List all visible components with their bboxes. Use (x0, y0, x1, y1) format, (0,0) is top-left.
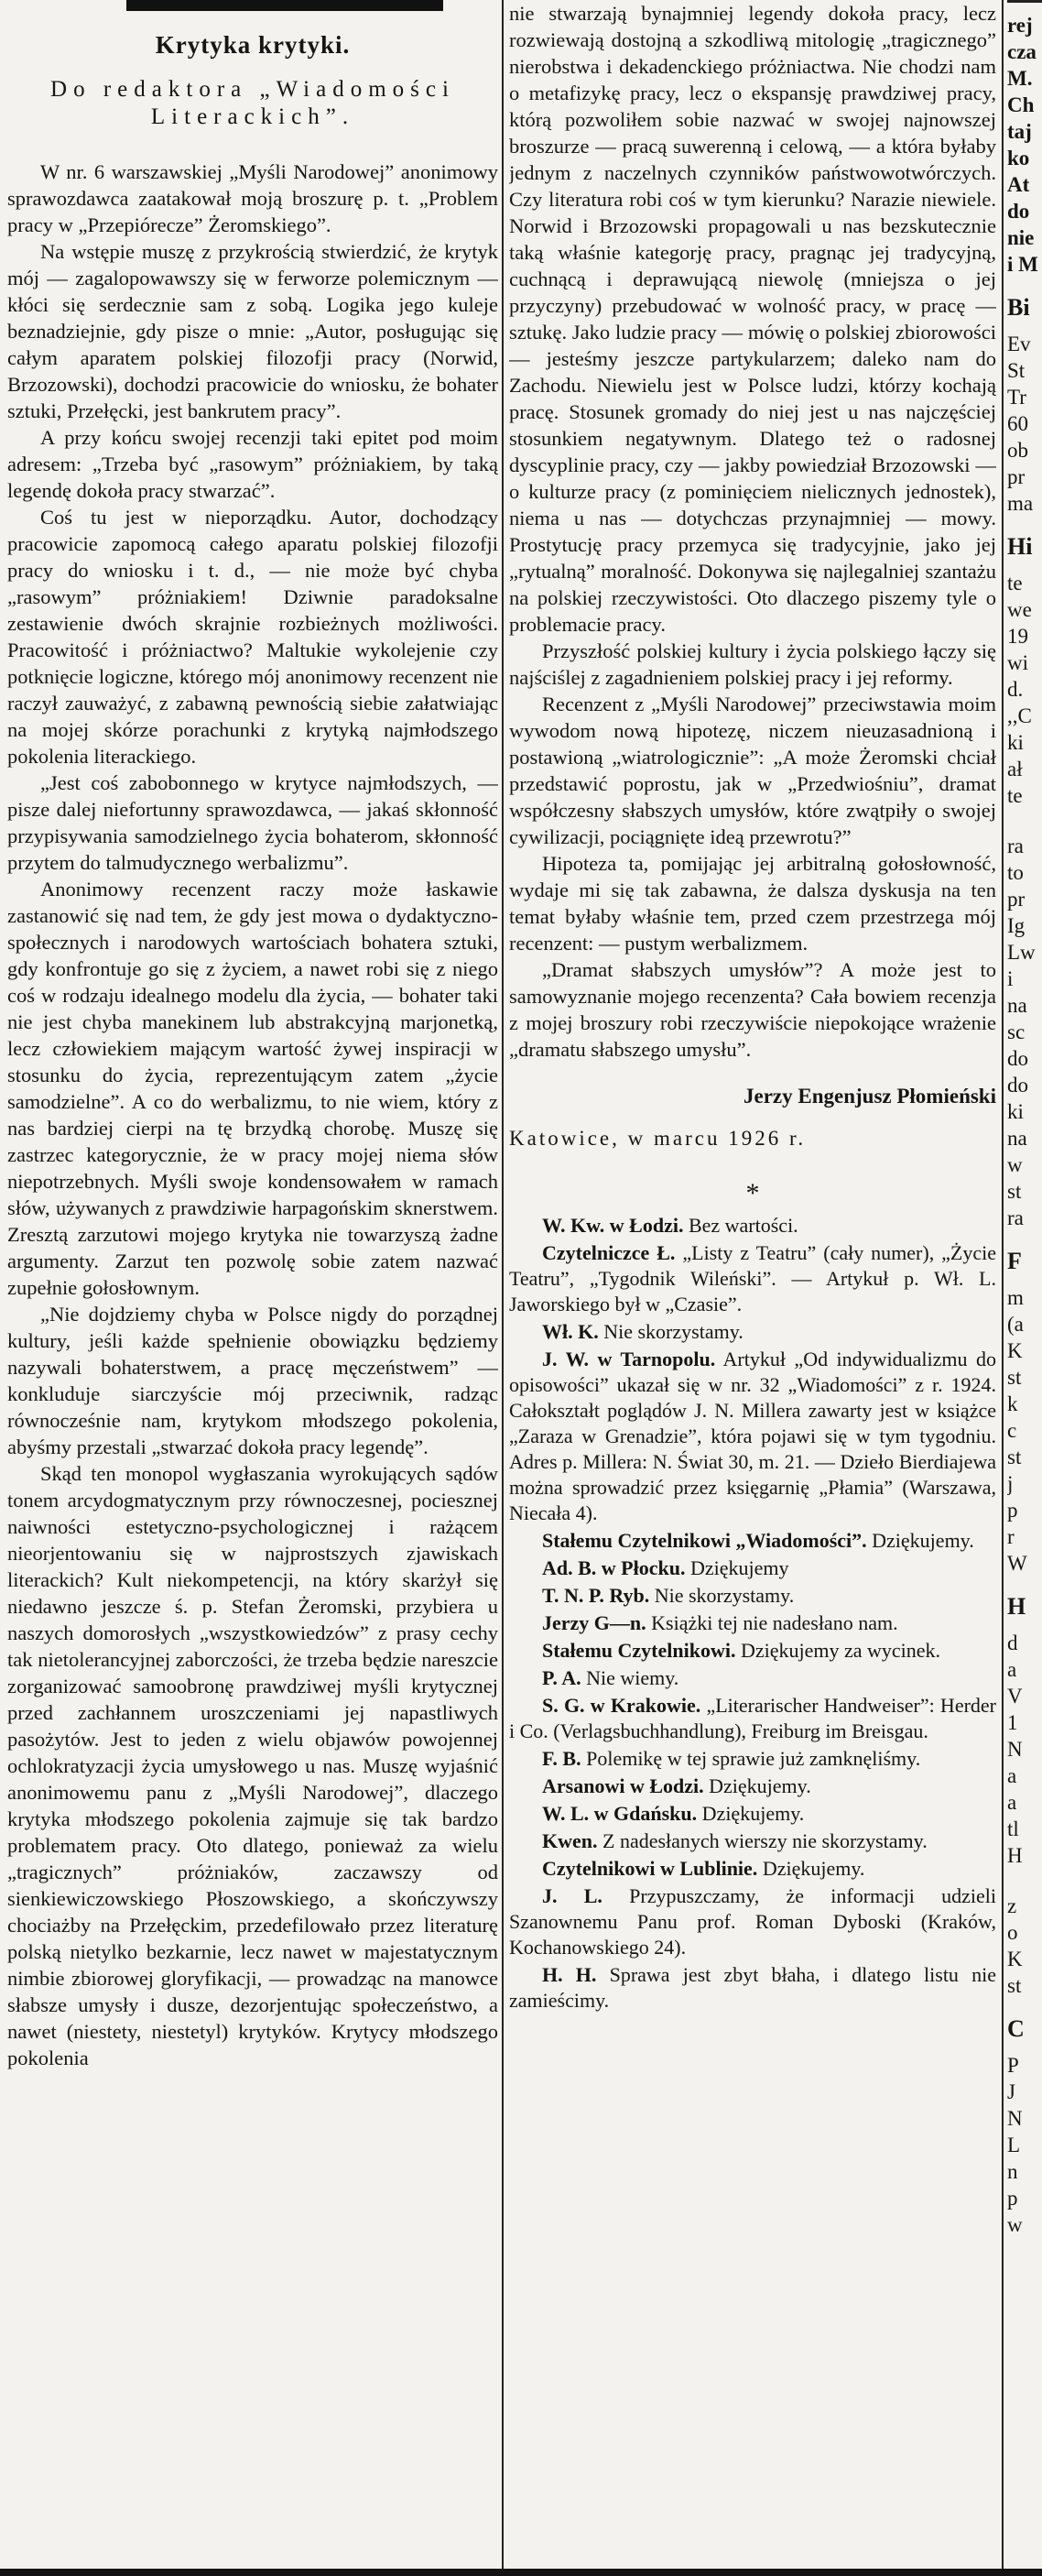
correspondence-addressee: S. G. w Krakowie. (542, 1694, 701, 1717)
correspondence-text: Nie skorzystamy. (598, 1320, 744, 1343)
cropped-line: d. (1007, 678, 1024, 701)
cropped-line: ra (1007, 835, 1024, 857)
correspondence-addressee: Jerzy G—n. (542, 1611, 646, 1634)
column-rule (502, 0, 504, 2576)
correspondence-addressee: J. W. w Tarnopolu. (542, 1348, 716, 1370)
cropped-line: o (1007, 1921, 1018, 1944)
paragraph: Przyszłość polskiej kultury i życia polskiego łączy się najściślej z zagadnieniem polskiej pracy i jej reformy. (509, 639, 996, 689)
correspondence-addressee: Kwen. (542, 1829, 598, 1852)
cropped-line: a (1007, 1791, 1017, 1814)
article-column-left (7, 0, 498, 2576)
correspondence-text: Dziękujemy. (757, 1857, 865, 1880)
correspondence-note (509, 1583, 996, 1609)
paragraph: „Jest coś zabobonnego w krytyce najmłodszych, — pisze dalej niefortunny sprawozdawca, — jakaś skłonność przypisywania samodzielnego życia bohaterom, skłonność przytem do talmudycznego werbalizmu”. (7, 771, 498, 874)
cropped-line: do (1007, 1074, 1028, 1097)
cropped-line: p (1007, 1499, 1018, 1522)
cropped-line: ma (1007, 492, 1034, 515)
correspondence-note (509, 1962, 996, 2014)
correspondence-text: „Literarischer Handweiser”: Herder i Co. (Verlagsbuchhandlung), Freiburg im Breisgau. (509, 1694, 996, 1742)
paragraph: „Dramat słabszych umysłów”? A może jest to samowyznanie mojego recenzenta? Cała bowiem recenzja z mojej broszury robi rzeczywiście niepokojące wrażenie „dramatu słabszego umysłu”. (509, 958, 996, 1061)
cropped-line: na (1007, 1127, 1027, 1150)
column-rule (1002, 0, 1004, 2576)
correspondence-addressee: J. L. (542, 1884, 602, 1907)
cropped-line: st (1007, 1180, 1022, 1203)
cropped-line: st (1007, 1446, 1022, 1468)
correspondence-text: Dziękujemy. (866, 1529, 974, 1552)
cropped-line: w (1007, 2213, 1023, 2236)
cropped-line: na (1007, 994, 1027, 1017)
cropped-line: a (1007, 1764, 1017, 1787)
cropped-heading: C (1007, 2015, 1025, 2042)
cropped-line: taj (1007, 120, 1032, 143)
cropped-line: c (1007, 1419, 1017, 1442)
cropped-line: do (1007, 1047, 1028, 1070)
correspondence-note (509, 1693, 996, 1744)
cropped-line: ra (1007, 1206, 1024, 1229)
cropped-line: tl (1007, 1817, 1019, 1840)
cropped-line: nie (1007, 226, 1035, 249)
correspondence-text: Polemikę w tej sprawie już zamknęliśmy. (581, 1747, 921, 1770)
top-rule (1007, 0, 1042, 3)
place-date: Katowice, w marcu 1926 r. (509, 1127, 807, 1150)
cropped-line: K (1007, 1339, 1023, 1362)
cropped-heading: Bi (1007, 294, 1030, 321)
cropped-line: P (1007, 2054, 1019, 2077)
cropped-line: V (1007, 1685, 1023, 1708)
cropped-line: ko (1007, 147, 1030, 169)
cropped-line: K (1007, 1948, 1023, 1970)
spacer (1007, 1869, 1042, 1893)
cropped-right-column (1007, 0, 1042, 2576)
cropped-line: st (1007, 1974, 1022, 1997)
correspondence-text: Sprawa jest zbyt błaha, i dlatego listu nie zamieścimy. (509, 1963, 996, 2012)
cropped-line: do (1007, 200, 1030, 223)
correspondence-addressee: H. H. (542, 1963, 597, 1986)
cropped-line: p (1007, 2187, 1018, 2210)
correspondence-note (509, 1774, 996, 1799)
paragraph: Anonimowy recenzent raczy może łaskawie zastanowić się nad tem, że gdy jest mowa o dydaktyczno-społecznych i narodowych wartościach bohatera sztuki, gdy konfrontuje go się z życiem, a nawet robi się z niego coś w rodzaju idealnego modelu dla życia, — bohater taki nie jest chyba manekinem lub abstrakcyjną marjonetką, lecz człowiekiem mającym wartość żywej inspiracji w stosunku do życia, reprezentującym zatem „życie samodzielne”. A co do werbalizmu, to nie wiem, który z nas bardziej cierpi na tę brzydką chorobę. Muszę się zastrzec kategorycznie, że w pracy mojej niema słów niepotrzebnych. Myśli swoje kondensowałem w ramach słów, używanych z prawdziwie harpagońskim sknerstwem. Zresztą zarzutowi mojego krytyka nie towarzyszą żadne argumenty. Zarzut ten pozwolę sobie zatem nazwać zupełnie gołosłownym. (7, 878, 498, 1299)
cropped-line: ki (1007, 731, 1024, 754)
cropped-line: Lw (1007, 941, 1036, 964)
correspondence-text: Nie wiemy. (581, 1666, 679, 1689)
cropped-line: L (1007, 2134, 1021, 2156)
cropped-line: d (1007, 1632, 1018, 1654)
article-column-middle (509, 0, 996, 2576)
correspondence-addressee: W. L. w Gdańsku. (542, 1802, 698, 1825)
correspondence-addressee: T. N. P. Ryb. (542, 1584, 650, 1607)
masthead-fragment (126, 0, 443, 11)
correspondence-note (509, 1240, 996, 1317)
correspondence-addressee: F. B. (542, 1747, 581, 1770)
cropped-line: (a (1007, 1313, 1024, 1336)
cropped-line: Ig (1007, 914, 1026, 937)
cropped-line: Tr (1007, 386, 1026, 409)
correspondence-text: Nie skorzystamy. (649, 1584, 795, 1607)
paragraph: Recenzent z „Myśli Narodowej” przeciwstawia moim wywodom nową hipotezę, niczem nieuzasadnioną i postawioną „wiatrologicznie”: „A może Żeromski chciał przedstawić poprostu, jak w „Przedwiośniu”, dramat współczesny słabszych umysłów, które zwątpiły o swojej cywilizacji, pociągnięte ideą przewrotu?” (509, 693, 996, 848)
cropped-line: At (1007, 173, 1030, 196)
section-separator: * (745, 1178, 760, 1208)
correspondence-note (509, 1801, 996, 1827)
cropped-line: ki (1007, 1100, 1024, 1123)
cropped-line: W (1007, 1552, 1027, 1575)
cropped-line: w (1007, 1153, 1023, 1176)
paragraph: Skąd ten monopol wygłaszania wyrokujących sądów tonem arcydogmatycznym przy równoczesnej, pociesznej naiwności estetyczno-psychologicznej i rażącem nieorjentowaniu się w najprostszych zjawiskach literackich? Kult niekompetencji, na który skarżył się niedawno jeszcze ś. p. Stefan Żeromski, przybiera u naszych domorosłych „wszystkowiedzów” z prasy cechy tak nietolerancyjnej zaborczości, że trzeba będzie nareszcie zorganizować samoobronę prawdziwej myśli krytycznej przed zachłannem uroszczeniami jej napastliwych pasożytów. Jest to jeden z wielu objawów powojennej ochlokratyzacji życia umysłowego u nas. Muszę wyjaśnić anonimowemu panu z „Myśli Narodowej”, dlaczego krytyka młodszego pokolenia zajmuje się tak bardzo problematem pracy. Oto dlatego, ponieważ za wielu „tragicznych” próżniaków, zaczawszy od sienkiewiczowskiego Płoszowskiego, a skończywszy chociażby na Przełęckim, przedefilowało przez literaturę polską nietylko bezkarnie, lecz nawet w majestatycznym nimbie zbiorowej gloryfikacji, — prowadząc na manowce słabsze umysły i dusze, dezorjentując społeczeństwo, a nawet (niestety, niestetyl) krytyków. Krytycy młodszego pokolenia (7, 1462, 498, 2069)
correspondence-addressee: Czytelnikowi w Lublinie. (542, 1857, 758, 1880)
cropped-line: te (1007, 784, 1023, 807)
correspondence-text: Dziękujemy (685, 1556, 789, 1579)
correspondence-addressee: Arsanowi w Łodzi. (542, 1774, 704, 1797)
paragraph-continued: nie stwarzają bynajmniej legendy dokoła pracy, lecz rozwiewają dostojną a szkodliwą mitologię „tragicznego” nierobstwa i dekadenckiego próżniactwa. Nie chodzi nam o metafizykę pracy, lecz o ekspansję prawdziwej pracy, którą pozwoliłem sobie nazwać w swojej najnowszej broszurze — pracą suwerenną i celową, — a która byłaby jednym z naczelnych czynników państwowotwórczych. Czy literatura robi coś w tym kierunku? Narazie niewiele. Norwid i Brzozowski propagowali u nas bezskutecznie taką właśnie kategorję pracy, pragnąc jej tradycyjną, cuchnącą i deprawującą niewolę (mniejsza o jej przyczyny) przebudować w wolność pracy, w pracę — sztukę. Jako ludzie pracy — mówię o polskiej zbiorowości — jesteśmy jeszcze partykularzem; daleko nam do Zachodu. Niewielu jest w Polsce ludzi, którzy kochają pracę. Stosunek gromady do niej jest u nas najczęściej stosunkiem negatywnym. Dlatego też o radosnej dyscyplinie pracy, czy — jakby powiedział Brzozowski — o kulturze pracy (z pominięciem nielicznych jednostek), niema u nas — dotychczas przynajmniej — mowy. Prostytucję pracy przemyca się tradycyjnie, jako jej „rytualną” moralność. Dokonywa się najlegalniej szantażu na polskiej rzeczywistości. Oto dlaczego piszemy tyle o problemacie pracy. (509, 2, 996, 636)
cropped-line: N (1007, 2107, 1023, 2130)
correspondence-note (509, 1319, 996, 1345)
cropped-line: k (1007, 1392, 1018, 1415)
correspondence-note (509, 1828, 996, 1854)
correspondence-note (509, 1213, 996, 1239)
cropped-line: j (1007, 1472, 1014, 1495)
correspondence-list (509, 1213, 996, 2014)
paragraph: A przy końcu swojej recenzji taki epitet pod moim adresem: „Trzeba być „rasowym” próżniakiem, by taką legendę dokoła pracy stwarzać”. (7, 426, 498, 502)
cropped-line: i (1007, 967, 1014, 990)
cropped-line: 60 (1007, 412, 1028, 435)
cropped-line: ,,C (1007, 704, 1032, 727)
cropped-line: Ch (1007, 93, 1035, 116)
cropped-line: J (1007, 2080, 1015, 2103)
cropped-line: z (1007, 1894, 1017, 1917)
cropped-line: n (1007, 2160, 1018, 2183)
cropped-line: wi (1007, 651, 1028, 674)
correspondence-text: Z nadesłanych wierszy nie skorzystamy. (597, 1829, 928, 1852)
correspondence-text: Artykuł „Od indywidualizmu do opisowości” ukazał się w nr. 32 „Wiadomości” z r. 1924. Całokształt poglądów J. N. Millera zawarty jest w książce „Zaraza w Grenadzie”, która pojawi się w tym tygodniu. Adres p. Millera: N. Świat 30, m. 21. — Dzieło Bierdiajewa można sprowadzić przez księgarnię „Płamia” (Warszawa, Niecała 4). (509, 1348, 996, 1524)
correspondence-text: Bez wartości. (683, 1214, 798, 1237)
paragraph: W nr. 6 warszawskiej „Myśli Narodowej” anonimowy sprawozdawca zaatakował moją broszurę p. t. „Problem pracy w „Przepiórecze” Żeromskiego”. (7, 160, 498, 236)
cropped-line: r (1007, 1525, 1015, 1548)
article-title: Krytyka krytyki. (155, 31, 351, 59)
cropped-heading: F (1007, 1248, 1022, 1274)
cropped-line: we (1007, 598, 1032, 621)
correspondence-note (509, 1638, 996, 1664)
cropped-line: st (1007, 1366, 1022, 1389)
correspondence-note (509, 1347, 996, 1526)
cropped-heading: H (1007, 1593, 1026, 1620)
correspondence-addressee: Stałemu Czytelnikowi „Wiadomości”. (542, 1529, 867, 1552)
correspondence-note (509, 1555, 996, 1581)
correspondence-text: Dziękujemy. (703, 1774, 811, 1797)
cropped-line: i M (1007, 253, 1038, 276)
correspondence-note (509, 1746, 996, 1772)
cropped-line: H (1007, 1844, 1023, 1867)
cropped-line: N (1007, 1738, 1023, 1761)
correspondence-addressee: Wł. K. (542, 1320, 599, 1343)
cropped-heading: Hi (1007, 533, 1033, 560)
correspondence-addressee: Stałemu Czytelnikowi. (542, 1639, 736, 1662)
correspondence-text: „Listy z Teatru” (cały numer), „Życie Teatru”, „Tygodnik Wileński”. — Artykuł p. Wł. L. Jaworskiego był w „Czasie”. (509, 1241, 996, 1315)
cropped-line: te (1007, 572, 1023, 595)
spacer (1007, 809, 1042, 833)
cropped-line: M. (1007, 67, 1033, 90)
correspondence-note (509, 1856, 996, 1882)
cropped-line: 19 (1007, 625, 1028, 648)
cropped-line: a (1007, 1658, 1017, 1681)
paragraph: Na wstępie muszę z przykrością stwierdzić, że krytyk mój — zagalopowawszy się w ferworze polemicznym — kłóci się serdecznie sam z sobą. Logika jego kuleje beznadziejnie, gdy pisze o mnie: „Autor, posługując się całym aparatem polskiej filozofji pracy (Norwid, Brzozowski), dochodzi pracowicie do wniosku, że bohater sztuki, Przełęcki, jest bankrutem pracy”. (7, 240, 498, 422)
article-address: Do redaktora „Wiadomości Literackich”. (50, 77, 455, 129)
cropped-line: to (1007, 861, 1024, 884)
cropped-line: sc (1007, 1021, 1026, 1043)
cropped-line: Ev (1007, 333, 1031, 355)
paragraph: „Nie dojdziemy chyba w Polsce nigdy do porządnej kultury, jeśli każde spełnienie obowiązku będziemy nazywali bohaterstwem, a pracę męczeństwem” — konkluduje siarczyście mój przeciwnik, radząc równocześnie nam, krytykom młodszego pokolenia, abyśmy przestali „stwarzać dokoła pracy legendę”. (7, 1303, 498, 1458)
correspondence-text: Przypuszczamy, że informacji udzieli Szanownemu Panu prof. Roman Dyboski (Kraków, Kochanowskiego 24). (509, 1884, 996, 1959)
paragraph: Hipoteza ta, pomijając jej arbitralną gołosłowność, wydaje mi się tak zabawna, że dalsza dyskusja na ten temat byłaby właśnie tem, przed czem przestrzega mój recenzent: — pustym werbalizmem. (509, 852, 996, 955)
correspondence-addressee: P. A. (542, 1666, 581, 1689)
cropped-line: ał (1007, 758, 1023, 780)
cropped-line: pr (1007, 888, 1026, 911)
cropped-line: St (1007, 359, 1026, 382)
correspondence-addressee: Ad. B. w Płocku. (542, 1556, 686, 1579)
correspondence-text: Dziękujemy. (697, 1802, 805, 1825)
cropped-line: 1 (1007, 1711, 1018, 1734)
cropped-line: ob (1007, 439, 1028, 462)
cropped-line: rej (1007, 14, 1033, 37)
cropped-line: pr (1007, 465, 1026, 488)
cropped-column-text (1007, 12, 1042, 2238)
correspondence-note (509, 1610, 996, 1636)
correspondence-text: Książki tej nie nadesłano nam. (646, 1611, 898, 1634)
correspondence-addressee: W. Kw. w Łodzi. (542, 1214, 684, 1237)
cropped-line: m (1007, 1286, 1024, 1309)
author-signature: Jerzy Engenjusz Płomieński (744, 1085, 996, 1108)
bottom-rule (0, 2569, 1042, 2576)
correspondence-note (509, 1883, 996, 1960)
cropped-line: cza (1007, 40, 1037, 63)
correspondence-text: Dziękujemy za wycinek. (735, 1639, 941, 1662)
correspondence-note (509, 1528, 996, 1554)
paragraph: Coś tu jest w nieporządku. Autor, dochodzący pracowicie zapomocą całego aparatu polskiej filozofji pracy do wniosku i t. d., — nie może być chyba „rasowym” próżniakiem! Dziwnie paradoksalne zestawienie dwóch skrajnie rozbieżnych możliwości. Pracowitość i próżniactwo? Maltukie wykolejenie czy potknięcie logiczne, którego mój anonimowy recenzent nie raczył zauważyć, z zabawną pewnością siebie załatwiając na mojej skórze porachunki z krytyką najmłodszego pokolenia literackiego. (7, 506, 498, 768)
correspondence-note (509, 1665, 996, 1691)
correspondence-addressee: Czytelniczce Ł. (542, 1241, 676, 1264)
